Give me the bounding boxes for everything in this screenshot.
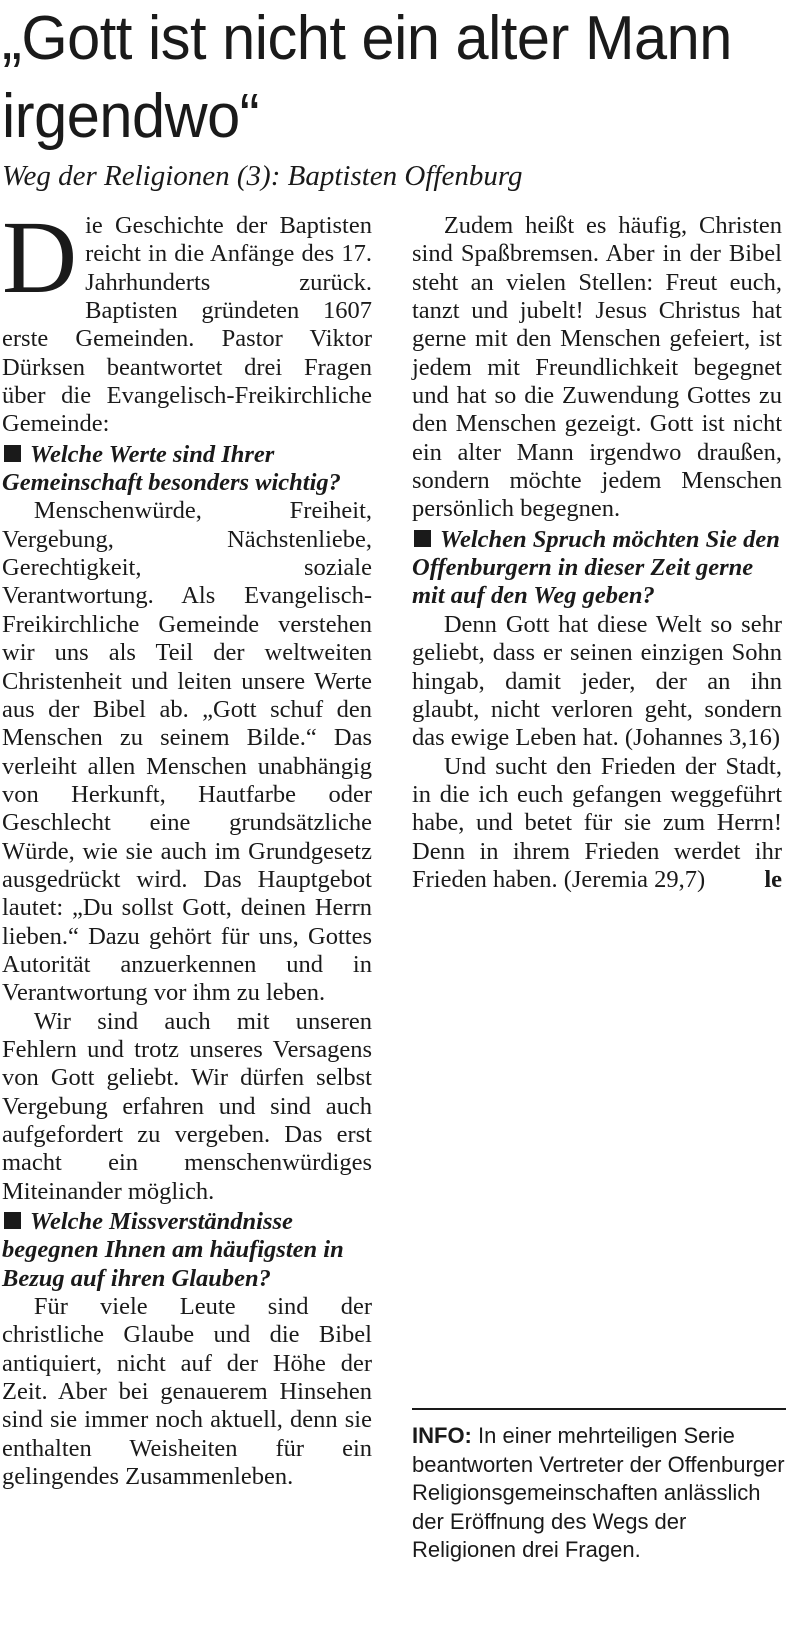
answer-paragraph: Menschenwürde, Freiheit, Vergebung, Nächstenliebe, Gerechtigkeit, soziale Verantwortung. Als Evangelisch-Freikirchliche Gemeinde verstehen wir uns als Teil der weltweiten Christenheit und leiten unsere Werte aus der Bibel ab. „Gott schuf den Menschen zu seinem Bilde.“ Das verleiht allen Menschen unabhängig von Herkunft, Hautfarbe oder Geschlecht eine grundsätzliche Würde, wie sie auch im Grundgesetz ausgedrückt wird. Das Hauptgebot lautet: „Du sollst Gott, deinen Herrn lieben.“ Dazu gehört für uns, Gottes Autorität anzuerkennen und in Verantwortung vor ihm zu leben. — [2, 497, 372, 1007]
intro-paragraph — [2, 200, 372, 439]
square-bullet-icon — [4, 445, 21, 462]
info-divider — [412, 1408, 786, 1410]
drop-cap: D — [2, 200, 78, 315]
answer-paragraph: Zudem heißt es häufig, Christen sind Spaßbremsen. Aber in der Bibel steht an vielen Stellen: Freut euch, tanzt und jubelt! Jesus Christus hat gerne mit den Menschen gefeiert, ist jedem mit Freundlichkeit begegnet und hat so die Zuwendung Gottes zu den Menschen gezeigt. Gott ist nicht ein alter Mann irgendwo draußen, sondern möchte jedem Menschen persönlich begegnen. — [412, 212, 782, 523]
info-text: In einer mehrteiligen Serie beantworten Vertreter der Offenburger Religionsgemeinschaften anlässlich der Eröffnung des Wegs der Religionen drei Fragen. — [412, 1423, 785, 1562]
info-box — [412, 1422, 786, 1565]
answer-paragraph: Wir sind auch mit unseren Fehlern und trotz unseres Versagens von Gott geliebt. Wir dürfen selbst Vergebung erfahren und sind auch aufgefordert zu vergeben. Das erst macht ein menschenwürdiges Miteinander möglich. — [2, 1007, 372, 1205]
question-text: Welche Missverständnisse begegnen Ihnen am häufigsten in Bezug auf ihren Glauben? — [2, 1208, 344, 1292]
article-column-right — [412, 212, 782, 894]
question-heading — [2, 1208, 372, 1293]
question-text: Welche Werte sind Ihrer Gemeinschaft besonders wichtig? — [2, 440, 341, 497]
question-heading — [2, 441, 372, 498]
question-heading — [412, 526, 782, 611]
square-bullet-icon — [414, 530, 431, 547]
author-signature: le — [764, 865, 782, 893]
answer-paragraph — [412, 753, 782, 895]
answer-paragraph: Denn Gott hat diese Welt so sehr geliebt, dass er seinen einzigen Sohn hingab, damit jeder, der an ihn glaubt, nicht verloren geht, sondern das ewige Leben hat. (Johannes 3,16) — [412, 610, 782, 752]
answer-paragraph: Für viele Leute sind der christliche Glaube und die Bibel antiquiert, nicht auf der Höhe der Zeit. Aber bei genauerem Hinsehen sind sie immer noch aktuell, denn sie enthalten Weisheiten für ein gelingendes Zusammenleben. — [2, 1293, 372, 1491]
intro-text: ie Geschichte der Baptisten reicht in die Anfänge des 17. Jahrhunderts zurück. Baptisten gründeten 1607 erste Gemeinden. Pastor Viktor Dürksen beantwortet drei Fragen über die Evangelisch-Freikirchliche Gemeinde: — [2, 212, 372, 438]
article-column-left — [2, 200, 372, 1491]
article-headline: „Gott ist nicht ein alter Mann irgendwo“ — [2, 4, 732, 151]
info-label: INFO: — [412, 1423, 472, 1448]
question-text: Welchen Spruch möchten Sie den Offenburgern in dieser Zeit gerne mit auf den Weg geben? — [412, 525, 780, 610]
square-bullet-icon — [4, 1212, 21, 1229]
answer-text: Und sucht den Frieden der Stadt, in die ich euch gefangen weggeführt habe, und betet für sie zum Herrn! Denn in ihrem Frieden werdet ihr Frieden haben. (Jeremia 29,7) — [412, 752, 782, 893]
article-subtitle: Weg der Religionen (3): Baptisten Offenburg — [2, 160, 523, 192]
